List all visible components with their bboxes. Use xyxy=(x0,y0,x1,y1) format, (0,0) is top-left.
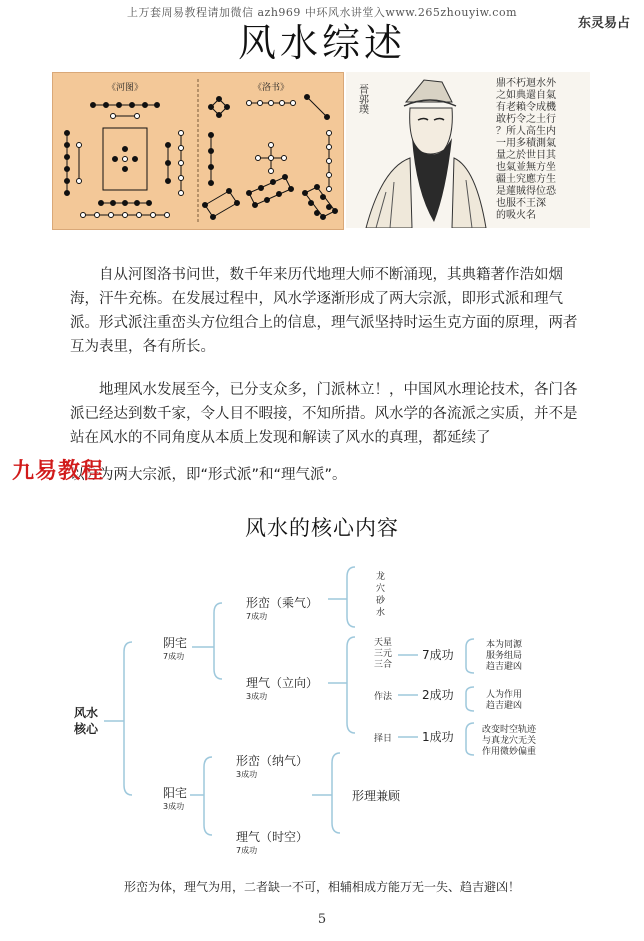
svg-text:阴宅: 阴宅 xyxy=(163,636,188,650)
zeri-label: 择日 xyxy=(374,734,393,744)
section-title: 风水的核心内容 xyxy=(245,516,399,540)
luoshu-dots xyxy=(203,95,338,220)
paragraph-3: 以分为两大宗派，即“形式派”和“理气派”。 xyxy=(70,467,347,483)
svg-text:与真龙穴无关: 与真龙穴无关 xyxy=(482,736,537,746)
paragraph-2: 地理风水发展至今，已分支众多，门派林立！，中国风水理论技术，各门各派已经达到数千家，令人目不暇接，不知所措。风水学的各流派之实质，并不是站在风水的不同角度从本质上发现和解读了风水的真理，都延续了 xyxy=(70,382,578,446)
svg-text:趋吉避凶: 趋吉避凶 xyxy=(486,701,523,711)
svg-text:三元: 三元 xyxy=(374,649,393,659)
svg-text:鼎不朽迴水外: 鼎不朽迴水外 xyxy=(496,78,556,89)
page-title: 风水综述 xyxy=(237,21,406,65)
long-xue-sha-shui-list xyxy=(376,570,386,618)
svg-text:7成功: 7成功 xyxy=(236,846,258,855)
zuofa-label: 作法 xyxy=(374,692,393,702)
svg-text:理气（时空）: 理气（时空） xyxy=(236,830,309,844)
svg-text:疆土究應方生: 疆土究應方生 xyxy=(496,174,556,185)
notes-3 xyxy=(482,723,537,757)
portrait-drawing xyxy=(346,72,590,228)
svg-text:的吸火名: 的吸火名 xyxy=(496,210,536,221)
xingluan-naqi-node xyxy=(236,753,308,779)
svg-text:有老賴令成機: 有老賴令成機 xyxy=(496,102,556,113)
hetu-dots xyxy=(65,103,184,218)
svg-text:也氣並無方坐: 也氣並無方坐 xyxy=(496,162,556,173)
svg-text:量之於世目其: 量之於世目其 xyxy=(496,150,556,161)
svg-text:7成功: 7成功 xyxy=(246,612,268,621)
svg-text:服务组局: 服务组局 xyxy=(486,651,523,661)
notes-2 xyxy=(486,688,522,711)
score-1: 1成功 xyxy=(422,730,454,744)
svg-text:形峦（乘气）: 形峦（乘气） xyxy=(246,596,319,610)
liqi-shikong-node xyxy=(236,829,308,855)
svg-text:3成功: 3成功 xyxy=(246,692,268,701)
hetu-label: 《河图》 xyxy=(106,83,144,93)
svg-text:改变时空轨迹: 改变时空轨迹 xyxy=(482,725,537,735)
xingluan-chengqi-node xyxy=(246,595,318,621)
svg-text:一用多積測氣: 一用多積測氣 xyxy=(496,138,556,149)
score-7: 7成功 xyxy=(422,648,454,662)
svg-text:？所人高生内: ？所人高生内 xyxy=(496,126,556,137)
yinzhai-node xyxy=(163,636,187,661)
svg-text:也服不王深: 也服不王深 xyxy=(496,198,546,209)
luoshu-label: 《洛书》 xyxy=(252,83,290,93)
hetu-luoshu-figure xyxy=(52,72,344,230)
svg-text:趋吉避凶: 趋吉避凶 xyxy=(486,662,523,672)
svg-text:是蓮賊得位恐: 是蓮賊得位恐 xyxy=(496,186,556,197)
footer-note: 形峦为体，理气为用，二者缺一不可，相辅相成方能万无一失、趋吉避凶！ xyxy=(123,880,520,894)
svg-text:龙: 龙 xyxy=(376,572,386,582)
svg-text:风水: 风水 xyxy=(73,706,99,720)
fengshui-core-diagram xyxy=(0,555,644,870)
svg-text:穴: 穴 xyxy=(376,584,386,594)
svg-text:3成功: 3成功 xyxy=(236,770,258,779)
guopu-portrait xyxy=(346,72,590,228)
score-2: 2成功 xyxy=(422,688,454,702)
page-number: 5 xyxy=(317,912,327,927)
svg-text:天星: 天星 xyxy=(374,638,393,648)
svg-text:之如典還自氣: 之如典還自氣 xyxy=(496,90,556,101)
header-watermark: 上万套周易教程请加微信 azh969 中环风水讲堂入www.265zhouyiw.com xyxy=(127,6,517,19)
svg-text:人为作用: 人为作用 xyxy=(486,690,523,700)
svg-text:砂: 砂 xyxy=(376,596,386,606)
svg-text:形峦（纳气）: 形峦（纳气） xyxy=(236,754,309,768)
notes-1 xyxy=(486,638,523,672)
svg-text:理气（立向）: 理气（立向） xyxy=(246,676,319,690)
paragraph-1: 自从河图洛书问世，数千年来历代地理大师不断涌现，其典籍著作浩如烟海，汗牛充栋。在发展过程中，风水学逐渐形成了两大宗派，即形式派和理气派。形式派注重峦头方位组合上的信息，理气派坚持时运生克方面的原理，两者互为表里，各有所长。 xyxy=(70,267,578,355)
svg-text:核心: 核心 xyxy=(73,722,99,736)
yangzhai-node xyxy=(163,786,187,811)
hetu-luoshu-drawing xyxy=(53,73,343,229)
svg-text:作用微妙偏重: 作用微妙偏重 xyxy=(482,747,537,757)
svg-text:本为同源: 本为同源 xyxy=(486,640,523,650)
tianxing-list xyxy=(374,637,392,670)
svg-text:3成功: 3成功 xyxy=(163,802,185,811)
svg-text:敢朽令之土行: 敢朽令之土行 xyxy=(496,114,556,125)
svg-text:阳宅: 阳宅 xyxy=(163,786,188,800)
svg-text:7成功: 7成功 xyxy=(163,652,185,661)
svg-text:水: 水 xyxy=(376,608,386,618)
jiuyi-logo-overlay: 九易教程 xyxy=(12,459,105,484)
diagram-root xyxy=(73,705,99,736)
portrait-name: 晉郭璞 xyxy=(356,84,368,114)
liqi-lixiang-node xyxy=(246,675,318,701)
xingli-jiangu-node: 形理兼顾 xyxy=(352,789,401,803)
portrait-verse xyxy=(496,76,557,221)
brand-label: 东灵易占 xyxy=(577,16,630,31)
svg-text:三合: 三合 xyxy=(374,660,393,670)
